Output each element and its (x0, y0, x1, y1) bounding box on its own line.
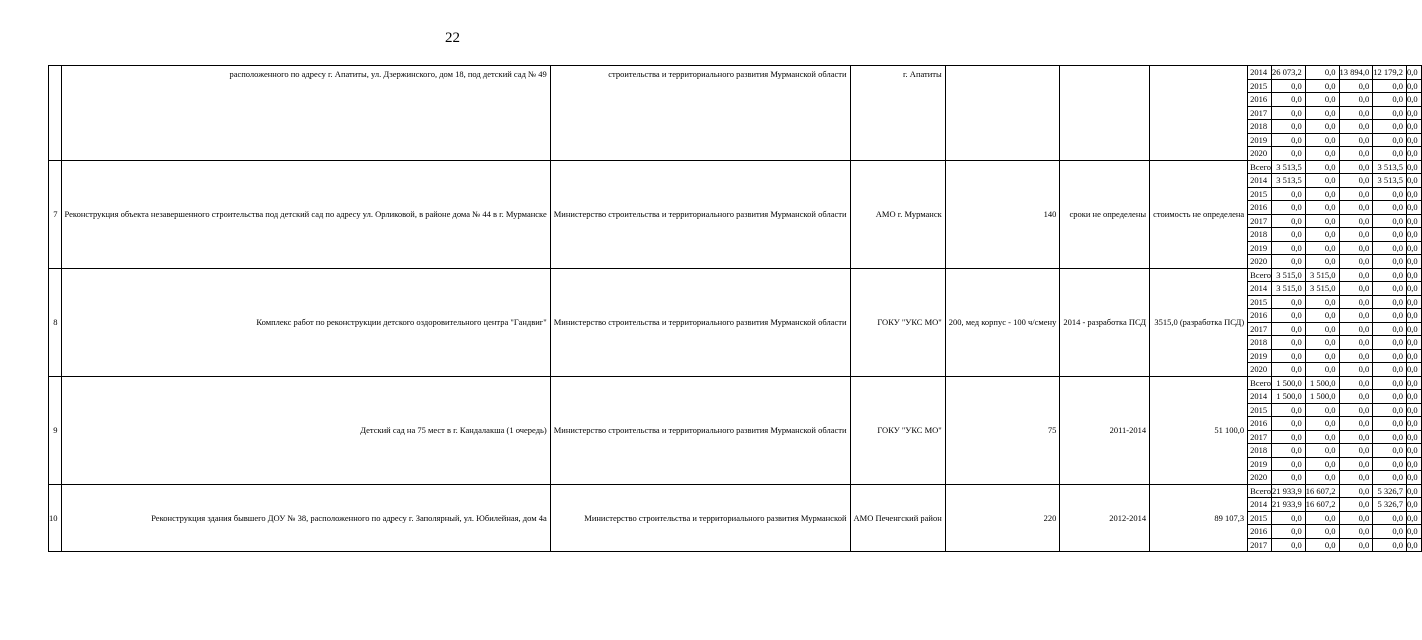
amount-cell: 0,0 (1373, 363, 1407, 377)
amount-cell: 0,0 (1407, 160, 1422, 174)
year-cell: 2019 (1248, 241, 1272, 255)
year-cell: Всего (1248, 160, 1272, 174)
project-customer: Министерство строительства и территориального развития Мурманской области (550, 268, 850, 376)
year-cell: 2017 (1248, 538, 1272, 552)
year-cell: 2014 (1248, 390, 1272, 404)
amount-cell: 0,0 (1339, 282, 1373, 296)
amount-cell: 0,0 (1373, 309, 1407, 323)
year-cell: 2015 (1248, 511, 1272, 525)
amount-cell: 0,0 (1305, 201, 1339, 215)
amount-cell: 0,0 (1339, 390, 1373, 404)
amount-cell: 0,0 (1407, 133, 1422, 147)
amount-cell: 0,0 (1373, 322, 1407, 336)
year-cell: 2014 (1248, 174, 1272, 188)
amount-cell: 0,0 (1339, 160, 1373, 174)
amount-cell: 0,0 (1339, 106, 1373, 120)
amount-cell: 0,0 (1407, 403, 1422, 417)
amount-cell: 0,0 (1407, 214, 1422, 228)
amount-cell: 0,0 (1373, 457, 1407, 471)
amount-cell: 0,0 (1305, 430, 1339, 444)
amount-cell: 13 894,0 (1339, 66, 1373, 80)
year-cell: 2014 (1248, 282, 1272, 296)
amount-cell: 0,0 (1305, 511, 1339, 525)
amount-cell: 0,0 (1373, 268, 1407, 282)
year-cell: 2019 (1248, 349, 1272, 363)
project-cost: 3515,0 (разработка ПСД) (1150, 268, 1248, 376)
amount-cell: 0,0 (1373, 390, 1407, 404)
amount-cell: 0,0 (1272, 120, 1306, 134)
year-cell: 2020 (1248, 471, 1272, 485)
amount-cell: 0,0 (1339, 511, 1373, 525)
project-cost: стоимость не определена (1150, 160, 1248, 268)
project-executor: АМО г. Мурманск (850, 160, 945, 268)
amount-cell: 21 933,9 (1272, 484, 1306, 498)
amount-cell: 0,0 (1272, 309, 1306, 323)
project-customer: Министерство строительства и территориального развития Мурманской области (550, 376, 850, 484)
amount-cell: 0,0 (1407, 390, 1422, 404)
amount-cell: 0,0 (1305, 241, 1339, 255)
amount-cell: 0,0 (1373, 147, 1407, 161)
amount-cell: 3 513,5 (1373, 160, 1407, 174)
table-row (49, 160, 1422, 174)
amount-cell: 1 500,0 (1272, 390, 1306, 404)
amount-cell: 0,0 (1407, 174, 1422, 188)
year-cell: 2016 (1248, 93, 1272, 107)
amount-cell: 0,0 (1305, 106, 1339, 120)
amount-cell: 0,0 (1407, 511, 1422, 525)
year-cell: 2016 (1248, 309, 1272, 323)
amount-cell: 0,0 (1407, 79, 1422, 93)
project-name: Детский сад на 75 мест в г. Кандалакша (1 очередь) (61, 376, 550, 484)
amount-cell: 0,0 (1339, 309, 1373, 323)
amount-cell: 0,0 (1339, 430, 1373, 444)
amount-cell: 0,0 (1272, 106, 1306, 120)
amount-cell: 0,0 (1407, 336, 1422, 350)
amount-cell: 0,0 (1305, 228, 1339, 242)
year-cell: 2019 (1248, 133, 1272, 147)
amount-cell: 0,0 (1272, 201, 1306, 215)
project-number: 9 (49, 376, 62, 484)
amount-cell: 0,0 (1272, 228, 1306, 242)
year-cell: 2016 (1248, 201, 1272, 215)
amount-cell: 3 515,0 (1272, 282, 1306, 296)
amount-cell: 0,0 (1339, 187, 1373, 201)
amount-cell: 0,0 (1272, 403, 1306, 417)
project-capacity: 200, мед корпус - 100 ч/смену (945, 268, 1060, 376)
amount-cell: 0,0 (1373, 295, 1407, 309)
year-cell: 2018 (1248, 336, 1272, 350)
project-customer: Министерство строительства и территориального развития Мурманской области (550, 160, 850, 268)
amount-cell: 0,0 (1339, 538, 1373, 552)
amount-cell: 0,0 (1407, 295, 1422, 309)
amount-cell: 3 515,0 (1305, 282, 1339, 296)
year-cell: 2015 (1248, 295, 1272, 309)
project-number: 10 (49, 484, 62, 552)
amount-cell: 0,0 (1272, 147, 1306, 161)
project-name: Реконструкция здания бывшего ДОУ № 38, расположенного по адресу г. Заполярный, ул. Юбилейная, дом 4а (61, 484, 550, 552)
amount-cell: 0,0 (1407, 349, 1422, 363)
project-cost: 89 107,3 (1150, 484, 1248, 552)
project-executor: г. Апатиты (850, 66, 945, 161)
project-period (1060, 66, 1150, 161)
year-cell: 2014 (1248, 66, 1272, 80)
amount-cell: 0,0 (1339, 417, 1373, 431)
amount-cell: 0,0 (1373, 376, 1407, 390)
amount-cell: 0,0 (1272, 430, 1306, 444)
funding-table (48, 65, 1422, 552)
amount-cell: 0,0 (1339, 93, 1373, 107)
year-cell: 2017 (1248, 322, 1272, 336)
table-row (49, 484, 1422, 498)
amount-cell: 0,0 (1339, 322, 1373, 336)
amount-cell: 0,0 (1339, 363, 1373, 377)
amount-cell: 16 607,2 (1305, 484, 1339, 498)
table-row (49, 66, 1422, 80)
table-row (49, 376, 1422, 390)
amount-cell: 0,0 (1305, 349, 1339, 363)
project-executor: ГОКУ "УКС МО" (850, 376, 945, 484)
amount-cell: 0,0 (1339, 214, 1373, 228)
amount-cell: 0,0 (1373, 444, 1407, 458)
amount-cell: 0,0 (1305, 322, 1339, 336)
amount-cell: 0,0 (1305, 403, 1339, 417)
year-cell: 2019 (1248, 457, 1272, 471)
amount-cell: 0,0 (1339, 444, 1373, 458)
amount-cell: 0,0 (1339, 174, 1373, 188)
amount-cell: 0,0 (1272, 525, 1306, 539)
amount-cell: 0,0 (1305, 417, 1339, 431)
project-number: 8 (49, 268, 62, 376)
year-cell: 2018 (1248, 444, 1272, 458)
amount-cell: 0,0 (1339, 255, 1373, 269)
project-period: 2014 - разработка ПСД (1060, 268, 1150, 376)
amount-cell: 0,0 (1407, 228, 1422, 242)
year-cell: 2015 (1248, 79, 1272, 93)
amount-cell: 0,0 (1407, 363, 1422, 377)
amount-cell: 0,0 (1373, 417, 1407, 431)
amount-cell: 0,0 (1272, 214, 1306, 228)
amount-cell: 0,0 (1407, 282, 1422, 296)
amount-cell: 0,0 (1407, 417, 1422, 431)
amount-cell: 0,0 (1373, 282, 1407, 296)
amount-cell: 0,0 (1305, 525, 1339, 539)
amount-cell: 0,0 (1339, 228, 1373, 242)
amount-cell: 0,0 (1272, 444, 1306, 458)
amount-cell: 0,0 (1373, 120, 1407, 134)
amount-cell: 0,0 (1407, 147, 1422, 161)
amount-cell: 0,0 (1272, 363, 1306, 377)
amount-cell: 0,0 (1407, 106, 1422, 120)
amount-cell: 0,0 (1272, 511, 1306, 525)
amount-cell: 0,0 (1305, 538, 1339, 552)
amount-cell: 0,0 (1339, 120, 1373, 134)
amount-cell: 5 326,7 (1373, 484, 1407, 498)
amount-cell: 0,0 (1339, 241, 1373, 255)
amount-cell: 0,0 (1305, 133, 1339, 147)
year-cell: Всего (1248, 268, 1272, 282)
amount-cell: 0,0 (1272, 241, 1306, 255)
amount-cell: 0,0 (1339, 484, 1373, 498)
year-cell: 2016 (1248, 525, 1272, 539)
amount-cell: 0,0 (1272, 417, 1306, 431)
project-period: сроки не определены (1060, 160, 1150, 268)
amount-cell: 0,0 (1373, 525, 1407, 539)
amount-cell: 0,0 (1373, 336, 1407, 350)
amount-cell: 0,0 (1407, 255, 1422, 269)
project-number (49, 66, 62, 161)
amount-cell: 0,0 (1407, 187, 1422, 201)
page-number: 22 (445, 30, 460, 46)
project-customer: строительства и территориального развития Мурманской области (550, 66, 850, 161)
amount-cell: 0,0 (1373, 511, 1407, 525)
amount-cell: 3 513,5 (1373, 174, 1407, 188)
amount-cell: 0,0 (1272, 187, 1306, 201)
amount-cell: 0,0 (1373, 538, 1407, 552)
amount-cell: 0,0 (1339, 349, 1373, 363)
amount-cell: 3 513,5 (1272, 160, 1306, 174)
year-cell: Всего (1248, 376, 1272, 390)
year-cell: 2015 (1248, 403, 1272, 417)
amount-cell: 0,0 (1305, 336, 1339, 350)
amount-cell: 0,0 (1339, 201, 1373, 215)
amount-cell: 26 073,2 (1272, 66, 1306, 80)
amount-cell: 0,0 (1305, 93, 1339, 107)
amount-cell: 0,0 (1339, 268, 1373, 282)
project-capacity (945, 66, 1060, 161)
amount-cell: 0,0 (1407, 525, 1422, 539)
amount-cell: 0,0 (1305, 66, 1339, 80)
amount-cell: 5 326,7 (1373, 498, 1407, 512)
amount-cell: 0,0 (1305, 214, 1339, 228)
amount-cell: 0,0 (1272, 538, 1306, 552)
amount-cell: 0,0 (1272, 322, 1306, 336)
amount-cell: 0,0 (1373, 403, 1407, 417)
table-row (49, 268, 1422, 282)
project-executor: ГОКУ "УКС МО" (850, 268, 945, 376)
project-customer: Министерство строительства и территориального развития Мурманской (550, 484, 850, 552)
amount-cell: 0,0 (1272, 457, 1306, 471)
amount-cell: 0,0 (1339, 336, 1373, 350)
project-capacity: 220 (945, 484, 1060, 552)
amount-cell: 0,0 (1305, 309, 1339, 323)
project-name: Комплекс работ по реконструкции детского оздоровительного центра "Гандвиг" (61, 268, 550, 376)
year-cell: 2020 (1248, 147, 1272, 161)
amount-cell: 0,0 (1272, 336, 1306, 350)
amount-cell: 0,0 (1305, 160, 1339, 174)
project-capacity: 140 (945, 160, 1060, 268)
project-cost (1150, 66, 1248, 161)
amount-cell: 0,0 (1272, 295, 1306, 309)
amount-cell: 0,0 (1407, 309, 1422, 323)
amount-cell: 12 179,2 (1373, 66, 1407, 80)
amount-cell: 0,0 (1407, 444, 1422, 458)
year-cell: 2017 (1248, 214, 1272, 228)
year-cell: 2014 (1248, 498, 1272, 512)
amount-cell: 0,0 (1339, 133, 1373, 147)
amount-cell: 0,0 (1305, 147, 1339, 161)
amount-cell: 0,0 (1407, 538, 1422, 552)
year-cell: 2018 (1248, 120, 1272, 134)
amount-cell: 0,0 (1272, 133, 1306, 147)
amount-cell: 0,0 (1407, 66, 1422, 80)
year-cell: 2020 (1248, 363, 1272, 377)
amount-cell: 0,0 (1407, 430, 1422, 444)
amount-cell: 0,0 (1339, 498, 1373, 512)
amount-cell: 0,0 (1272, 93, 1306, 107)
amount-cell: 0,0 (1373, 187, 1407, 201)
amount-cell: 0,0 (1373, 106, 1407, 120)
amount-cell: 0,0 (1373, 93, 1407, 107)
amount-cell: 0,0 (1407, 376, 1422, 390)
year-cell: Всего (1248, 484, 1272, 498)
amount-cell: 0,0 (1373, 241, 1407, 255)
amount-cell: 1 500,0 (1305, 390, 1339, 404)
year-cell: 2017 (1248, 430, 1272, 444)
year-cell: 2020 (1248, 255, 1272, 269)
amount-cell: 1 500,0 (1305, 376, 1339, 390)
amount-cell: 0,0 (1339, 525, 1373, 539)
project-capacity: 75 (945, 376, 1060, 484)
amount-cell: 0,0 (1407, 322, 1422, 336)
amount-cell: 0,0 (1373, 228, 1407, 242)
amount-cell: 0,0 (1339, 295, 1373, 309)
amount-cell: 3 515,0 (1272, 268, 1306, 282)
year-cell: 2017 (1248, 106, 1272, 120)
amount-cell: 0,0 (1339, 79, 1373, 93)
amount-cell: 0,0 (1339, 457, 1373, 471)
amount-cell: 0,0 (1305, 363, 1339, 377)
project-executor: АМО Печенгский район (850, 484, 945, 552)
amount-cell: 0,0 (1407, 498, 1422, 512)
amount-cell: 0,0 (1373, 255, 1407, 269)
year-cell: 2018 (1248, 228, 1272, 242)
project-name: Реконструкция объекта незавершенного строительства под детский сад по адресу ул. Орликовой, в районе дома № 44 в г. Мурманске (61, 160, 550, 268)
amount-cell: 0,0 (1272, 349, 1306, 363)
amount-cell: 0,0 (1305, 295, 1339, 309)
amount-cell: 0,0 (1407, 241, 1422, 255)
amount-cell: 1 500,0 (1272, 376, 1306, 390)
amount-cell: 0,0 (1373, 349, 1407, 363)
amount-cell: 0,0 (1305, 79, 1339, 93)
amount-cell: 0,0 (1272, 255, 1306, 269)
amount-cell: 0,0 (1339, 471, 1373, 485)
amount-cell: 0,0 (1407, 268, 1422, 282)
project-period: 2012-2014 (1060, 484, 1150, 552)
year-cell: 2016 (1248, 417, 1272, 431)
amount-cell: 16 607,2 (1305, 498, 1339, 512)
project-period: 2011-2014 (1060, 376, 1150, 484)
amount-cell: 0,0 (1407, 93, 1422, 107)
amount-cell: 0,0 (1407, 471, 1422, 485)
amount-cell: 0,0 (1373, 79, 1407, 93)
amount-cell: 0,0 (1305, 457, 1339, 471)
amount-cell: 0,0 (1373, 430, 1407, 444)
amount-cell: 21 933,9 (1272, 498, 1306, 512)
amount-cell: 0,0 (1339, 147, 1373, 161)
amount-cell: 0,0 (1305, 471, 1339, 485)
project-cost: 51 100,0 (1150, 376, 1248, 484)
amount-cell: 0,0 (1407, 120, 1422, 134)
amount-cell: 0,0 (1272, 471, 1306, 485)
amount-cell: 0,0 (1339, 403, 1373, 417)
amount-cell: 0,0 (1373, 471, 1407, 485)
amount-cell: 0,0 (1339, 376, 1373, 390)
project-name: расположенного по адресу г. Апатиты, ул. Дзержинского, дом 18, под детский сад № 49 (61, 66, 550, 161)
amount-cell: 0,0 (1407, 484, 1422, 498)
amount-cell: 0,0 (1373, 133, 1407, 147)
amount-cell: 0,0 (1305, 174, 1339, 188)
amount-cell: 0,0 (1305, 255, 1339, 269)
amount-cell: 0,0 (1407, 201, 1422, 215)
amount-cell: 0,0 (1272, 79, 1306, 93)
amount-cell: 0,0 (1305, 444, 1339, 458)
amount-cell: 0,0 (1305, 120, 1339, 134)
amount-cell: 0,0 (1305, 187, 1339, 201)
amount-cell: 0,0 (1373, 214, 1407, 228)
year-cell: 2015 (1248, 187, 1272, 201)
amount-cell: 3 515,0 (1305, 268, 1339, 282)
project-number: 7 (49, 160, 62, 268)
amount-cell: 0,0 (1407, 457, 1422, 471)
amount-cell: 3 513,5 (1272, 174, 1306, 188)
amount-cell: 0,0 (1373, 201, 1407, 215)
